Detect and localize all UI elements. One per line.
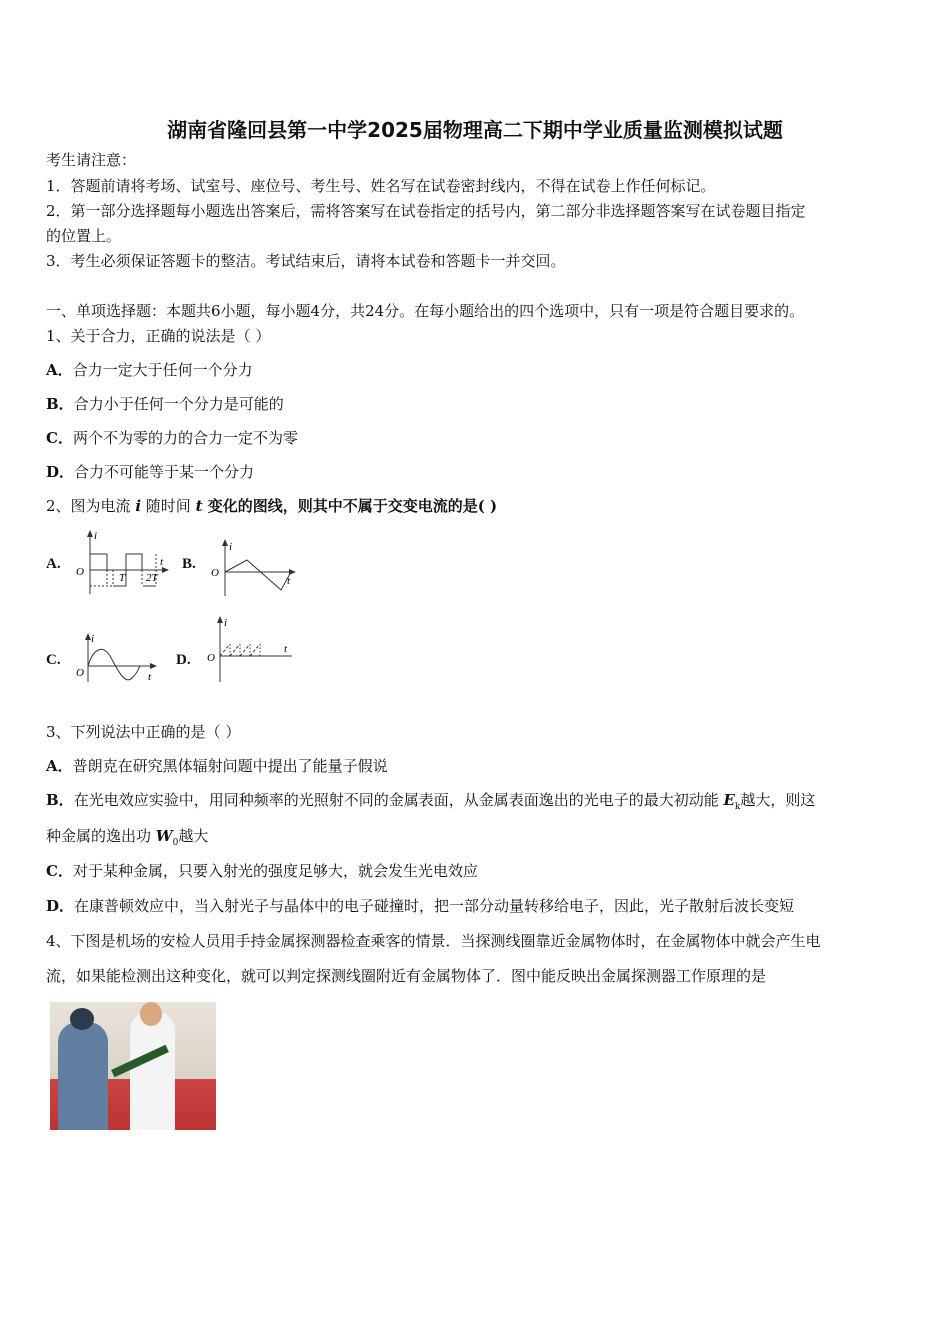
airport-security-photo <box>50 1002 216 1130</box>
q3-option-b <box>46 790 815 817</box>
notice-item: 2．第一部分选择题每小题选出答案后，需将答案写在试卷指定的括号内，第二部分非选择题答案写在试卷题目指定 <box>46 202 806 220</box>
option-key: D． <box>46 463 75 481</box>
notice-heading: 考生请注意： <box>46 151 137 169</box>
q1-option-a <box>46 360 253 380</box>
option-key: B． <box>46 395 74 413</box>
q3-option-a <box>46 756 388 776</box>
axis-i: i <box>229 541 233 553</box>
graph-a-square-wave <box>74 528 170 596</box>
graph-d-sawtooth <box>204 614 296 684</box>
q1-option-d <box>46 462 254 482</box>
q1-stem: 1、关于合力，正确的说法是（ ） <box>46 327 271 345</box>
graph-c-sine-wave <box>74 632 160 684</box>
q3-stem: 3、下列说法中正确的是（ ） <box>46 723 241 741</box>
q3-option-b-cont <box>46 826 208 853</box>
q3-option-d <box>46 896 794 916</box>
axis-origin: O <box>207 652 215 664</box>
q3-option-c <box>46 861 478 881</box>
q1-option-b <box>46 394 284 414</box>
q1-option-c <box>46 428 298 448</box>
option-key: B． <box>46 791 74 809</box>
option-key: C． <box>46 862 73 880</box>
graph-b-label: B. <box>182 556 196 572</box>
axis-origin: O <box>76 667 84 679</box>
var-w0: W <box>155 827 173 845</box>
q4-stem-line2: 流，如果能检测出这种变化，就可以判定探测线圈附近有金属物体了．图中能反映出金属探测器工作原理的是 <box>46 967 767 985</box>
option-text: 两个不为零的力的合力一定不为零 <box>72 429 298 447</box>
axis-t: t <box>160 556 164 568</box>
graph-c-label: C. <box>46 652 61 668</box>
var-ek-sub: k <box>734 802 741 812</box>
axis-origin: O <box>76 566 84 578</box>
var-t: t <box>195 497 203 515</box>
notice-item: 的位置上。 <box>46 227 122 245</box>
axis-i: i <box>224 617 228 629</box>
notice-item: 1．答题前请将考场、试室号、座位号、考生号、姓名写在试卷密封线内，不得在试卷上作任何标记。 <box>46 177 716 195</box>
stem-text: 变化的图线，则其中不属于交变电流的是( ) <box>202 497 498 515</box>
axis-period: T <box>119 572 126 584</box>
option-text: 合力小于任何一个分力是可能的 <box>73 395 284 413</box>
axis-2period: 2T <box>146 572 158 584</box>
section-heading: 一、单项选择题：本题共6小题，每小题4分，共24分。在每小题给出的四个选项中，只有一项是符合题目要求的。 <box>46 302 805 320</box>
option-key: A． <box>46 757 73 775</box>
axis-t: t <box>148 671 152 683</box>
option-text: 合力一定大于任何一个分力 <box>72 361 253 379</box>
stem-text: 随时间 <box>141 497 196 515</box>
option-key: D． <box>46 897 75 915</box>
axis-origin: O <box>211 567 219 579</box>
axis-t: t <box>284 643 288 655</box>
option-key: A． <box>46 361 73 379</box>
notice-item: 3．考生必须保证答题卡的整洁。考试结束后，请将本试卷和答题卡一并交回。 <box>46 252 566 270</box>
option-text: 在光电效应实验中，用同种频率的光照射不同的金属表面，从金属表面逸出的光电子的最大初动能 <box>73 791 724 809</box>
option-text: 在康普顿效应中，当入射光子与晶体中的电子碰撞时，把一部分动量转移给电子，因此，光子散射后波长变短 <box>74 897 795 915</box>
option-text: 种金属的逸出功 <box>46 827 156 845</box>
option-text: 对于某种金属，只要入射光的强度足够大，就会发生光电效应 <box>72 862 478 880</box>
var-w0-sub: 0 <box>172 838 179 848</box>
option-text: 普朗克在研究黑体辐射问题中提出了能量子假说 <box>72 757 388 775</box>
graph-b-triangle-wave <box>205 538 297 598</box>
stem-text: 2、图为电流 <box>46 497 136 515</box>
axis-i: i <box>94 530 98 542</box>
axis-i: i <box>91 633 95 645</box>
var-i: i <box>135 497 142 515</box>
graph-a-label: A. <box>46 556 61 572</box>
option-text: 越大，则这 <box>740 791 816 809</box>
page-title: 湖南省隆回县第一中学2025届物理高二下期中学业质量监测模拟试题 <box>167 118 783 142</box>
q2-stem <box>46 496 497 516</box>
q4-stem-line1: 4、下图是机场的安检人员用手持金属探测器检查乘客的情景．当探测线圈靠近金属物体时，在金属物体中就会产生电 <box>46 932 821 950</box>
var-ek: E <box>723 791 735 809</box>
option-text: 合力不可能等于某一个分力 <box>74 463 255 481</box>
axis-t: t <box>287 575 291 587</box>
graph-d-label: D. <box>176 652 191 668</box>
option-key: C． <box>46 429 73 447</box>
option-text: 越大 <box>178 827 209 845</box>
